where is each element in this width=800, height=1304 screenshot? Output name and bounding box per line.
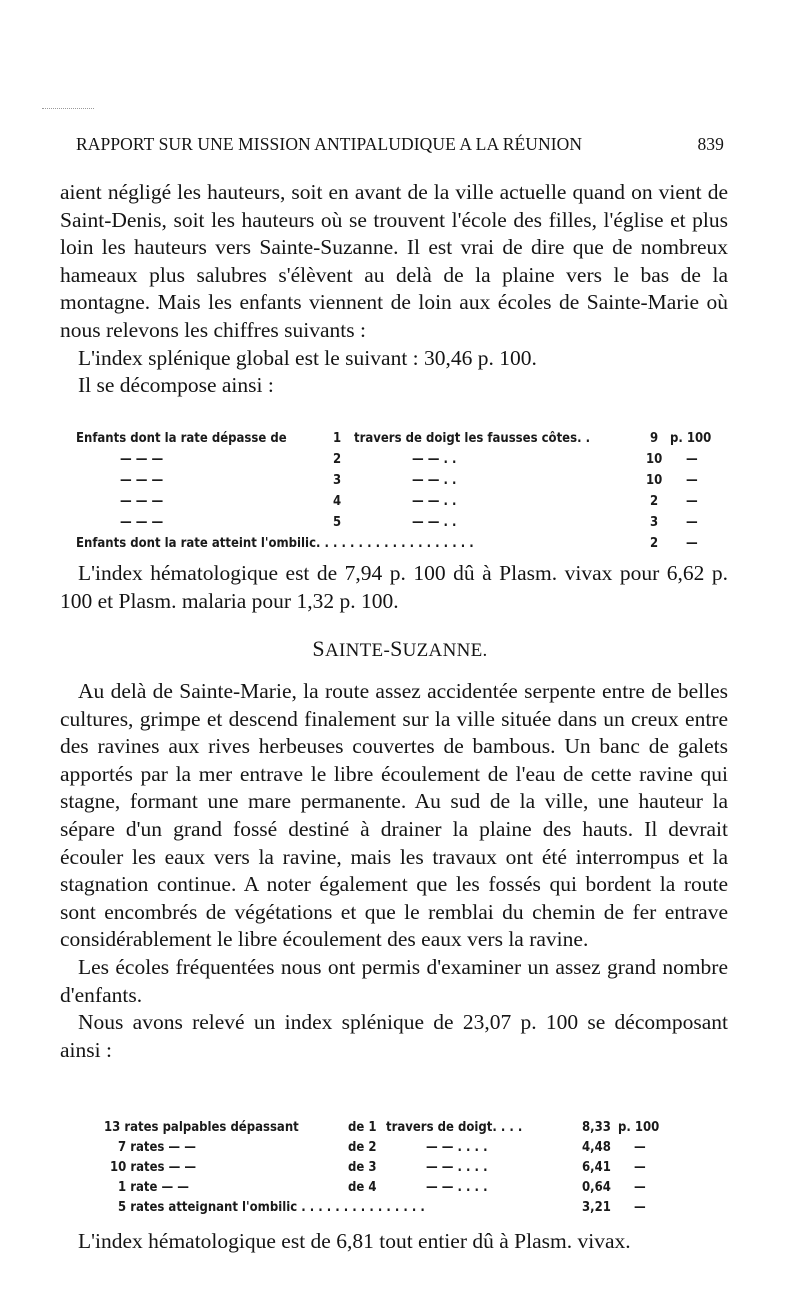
paragraph-group-2: [60, 560, 728, 615]
section-heading-sainte-suzanne: [0, 636, 800, 662]
row-unit: —: [686, 452, 698, 467]
row-label: Enfants dont la rate dépasse de: [76, 431, 287, 446]
paragraph-group-4: [60, 1228, 728, 1256]
scan-mark: [42, 108, 94, 109]
row-value: 10: [646, 473, 663, 488]
paragraph: aient négligé les hauteurs, soit en avant de la ville actuelle quand on vient de Saint-Denis, soit les hauteurs où se trouvent l'école des filles, l'église et plus loin les hauteurs vers Sainte-Suzanne. Il est vrai de dire que de nombreux hameaux plus salubres s'élèvent au delà de la plaine vers le bas de la montagne. Mais les enfants viennent de loin aux écoles de Sainte-Marie où nous relevons les chiffres suivants :: [60, 180, 728, 342]
heading-initial: S: [312, 636, 325, 661]
row-label: 10 rates — —: [110, 1160, 197, 1175]
row-label: — — —: [120, 473, 164, 488]
row-unit: —: [686, 536, 698, 551]
row-num: 1: [333, 431, 342, 446]
row-value: 9: [650, 431, 659, 446]
row-value: 4,48: [582, 1140, 611, 1155]
row-mid: travers de doigt. . . .: [386, 1120, 523, 1135]
paragraph-group-1: [60, 179, 728, 400]
row-mid: — — . .: [412, 473, 457, 488]
row-mid: travers de doigt les fausses côtes. .: [354, 431, 591, 446]
spleen-index-table-sainte-suzanne: [104, 1120, 664, 1222]
row-num: 5: [333, 515, 342, 530]
row-label: 13 rates palpables dépassant: [104, 1120, 299, 1135]
paragraph: Nous avons relevé un index splénique de 23,07 p. 100 se décomposant ainsi :: [60, 1010, 728, 1062]
row-unit: —: [686, 473, 698, 488]
row-mid: — — . .: [412, 515, 457, 530]
row-mid: — — . .: [412, 452, 457, 467]
spleen-index-table-sainte-marie: [76, 431, 726, 553]
row-num: de 4: [348, 1180, 377, 1195]
paragraph: L'index splénique global est le suivant : 30,46 p. 100.: [78, 345, 537, 370]
row-label: — — —: [120, 515, 164, 530]
row-num: de 1: [348, 1120, 377, 1135]
page-number: 839: [697, 134, 724, 154]
header-title: RAPPORT SUR UNE MISSION ANTIPALUDIQUE A LA RÉUNION: [76, 134, 583, 154]
paragraph-group-3: [60, 678, 728, 1064]
paragraph: Les écoles fréquentées nous ont permis d'examiner un assez grand nombre d'enfants.: [60, 954, 728, 1007]
row-mid: — — . . . .: [426, 1160, 488, 1175]
row-label: 7 rates — —: [118, 1140, 196, 1155]
row-num: 4: [333, 494, 342, 509]
paragraph: L'index hématologique est de 6,81 tout entier dû à Plasm. vivax.: [78, 1229, 631, 1253]
row-unit: —: [634, 1200, 646, 1215]
row-mid: — — . . . .: [426, 1140, 488, 1155]
row-unit: —: [686, 515, 698, 530]
row-num: 2: [333, 452, 342, 467]
row-value: 8,33: [582, 1120, 611, 1135]
paragraph: Il se décompose ainsi :: [78, 373, 274, 398]
row-unit: —: [634, 1160, 646, 1175]
row-mid: — — . . . .: [426, 1180, 488, 1195]
heading-part: UZANNE.: [402, 640, 488, 661]
row-label: — — —: [120, 494, 164, 509]
row-label: Enfants dont la rate atteint l'ombilic. . . . . . . . . . . . . . . . . . .: [76, 536, 474, 551]
row-num: 3: [333, 473, 342, 488]
row-num: de 2: [348, 1140, 377, 1155]
row-label: 5 rates atteignant l'ombilic . . . . . . . . . . . . . . .: [118, 1200, 425, 1215]
row-value: 0,64: [582, 1180, 611, 1195]
row-label: 1 rate — —: [118, 1180, 189, 1195]
heading-part: AINTE-: [324, 640, 391, 661]
row-unit: p. 100: [670, 431, 712, 446]
row-unit: —: [634, 1140, 646, 1155]
row-unit: p. 100: [618, 1120, 660, 1135]
row-value: 6,41: [582, 1160, 611, 1175]
paragraph: Au delà de Sainte-Marie, la route assez accidentée serpente entre de belles cultures, grimpe et descend finalement sur la ville située dans un creux entre des ravines aux rives herbeuses couvertes de bambous. Un banc de galets apportés par la mer entrave le libre écoulement de l'eau de cette ravine qui stagne, formant une mare permanente. Au sud de la ville, une hauteur la sépare d'un grand fossé destiné à drainer la plaine des hauts. Il devrait écouler les eaux vers la ravine, mais les travaux ont été interrompus et la stagnation continue. A noter également que les fossés qui bordent la route sont encombrés de végétations et que le remblai du chemin de fer entrave considérablement le libre écoulement des eaux vers la ravine.: [60, 679, 728, 952]
row-value: 10: [646, 452, 663, 467]
row-num: de 3: [348, 1160, 377, 1175]
heading-initial: S: [390, 636, 403, 661]
row-value: 3: [650, 515, 659, 530]
row-value: 3,21: [582, 1200, 611, 1215]
row-mid: — — . .: [412, 494, 457, 509]
row-label: — — —: [120, 452, 164, 467]
row-unit: —: [634, 1180, 646, 1195]
running-header: [76, 134, 724, 158]
row-value: 2: [650, 494, 659, 509]
row-unit: —: [686, 494, 698, 509]
paragraph: L'index hématologique est de 7,94 p. 100 dû à Plasm. vivax pour 6,62 p. 100 et Plasm. malaria pour 1,32 p. 100.: [60, 561, 728, 613]
row-value: 2: [650, 536, 659, 551]
